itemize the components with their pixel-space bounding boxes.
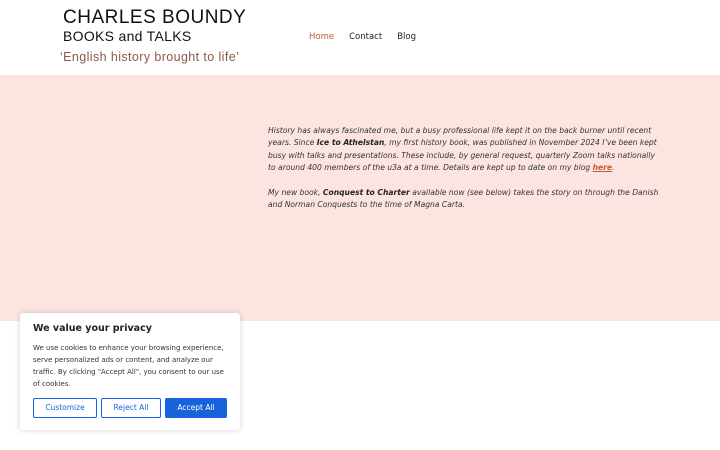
nav-item-home[interactable]: Home bbox=[309, 32, 335, 42]
intro-text-segment: My new book, bbox=[268, 187, 323, 197]
nav-item-blog[interactable]: Blog bbox=[397, 32, 416, 42]
main-nav bbox=[309, 31, 416, 43]
cookie-title: We value your privacy bbox=[33, 323, 152, 334]
site-header bbox=[0, 0, 720, 75]
intro-paragraph-2 bbox=[268, 187, 660, 212]
intro-text-segment: History has always fascinated me, but a busy professional life kept it on the back burner until recent years. Since bbox=[268, 126, 652, 148]
site-logo-subtitle[interactable]: BOOKS and TALKS bbox=[63, 28, 192, 44]
cookie-description: We use cookies to enhance your browsing experience, serve personalized ads or content, and analyze our traffic. By clicking "Accept All", you consent to our use of cookies. bbox=[33, 344, 224, 388]
accept-all-button[interactable]: Accept All bbox=[165, 398, 227, 418]
reject-all-button[interactable]: Reject All bbox=[101, 398, 161, 418]
nav-item-contact[interactable]: Contact bbox=[349, 32, 383, 42]
intro-text-segment: available now (see below) takes the story on through the Danish and Norman Conquests to the time of Magna Carta. bbox=[268, 187, 659, 210]
book-title-ice-to-athelstan: Ice to Athelstan bbox=[316, 138, 385, 148]
book-title-conquest-to-charter: Conquest to Charter bbox=[322, 187, 410, 197]
site-tagline: ‘English history brought to life’ bbox=[60, 50, 240, 64]
blog-here-link[interactable]: here bbox=[592, 163, 613, 173]
intro-text bbox=[268, 125, 660, 223]
intro-section bbox=[0, 75, 720, 321]
site-logo-title[interactable]: CHARLES BOUNDY bbox=[63, 7, 247, 28]
intro-paragraph-1 bbox=[268, 125, 660, 175]
cookie-consent-banner bbox=[20, 313, 240, 430]
intro-text-segment: , my first history book, was published in November 2024 I’ve been kept busy with talks and presentations. These include, by general request, quarterly Zoom talks nationally to around 400 members of the u3a at a time. Details are kept up to date on my blog bbox=[268, 138, 657, 173]
customize-button[interactable]: Customize bbox=[33, 398, 97, 418]
intro-text-segment: . bbox=[612, 163, 615, 173]
